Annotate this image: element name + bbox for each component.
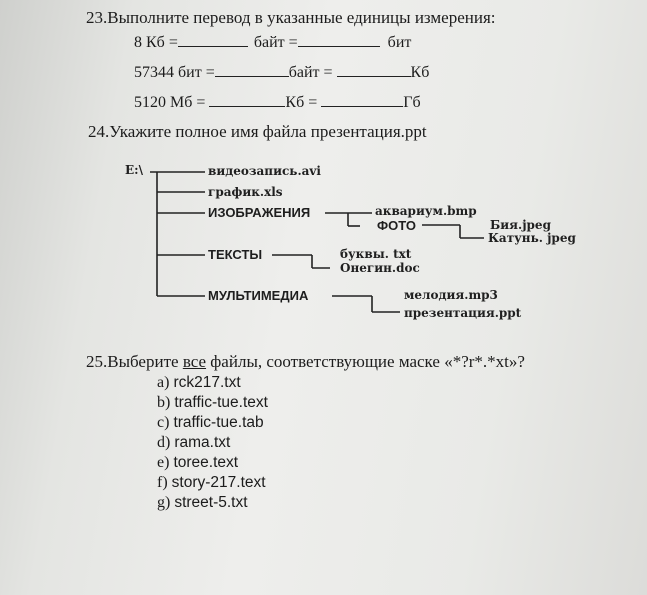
tree-file-melody: мелодия.mp3 — [404, 288, 498, 302]
tree-file-aquarium: аквариум.bmp — [375, 204, 477, 218]
option-f — [157, 474, 268, 494]
q23-row1-b: байт = — [253, 34, 298, 51]
q23-row3-a: 5120 Мб = — [134, 94, 206, 111]
option-letter: g) — [157, 494, 171, 511]
option-letter: a) — [157, 374, 170, 391]
q25-title — [86, 352, 525, 372]
option-letter: d) — [157, 434, 171, 451]
q23-row2-b: байт = — [288, 64, 333, 81]
option-text: rck217.txt — [173, 374, 241, 391]
option-letter: c) — [157, 414, 170, 431]
tree-folder-multimedia: МУЛЬТИМЕДИА — [208, 288, 309, 303]
tree-file-presentation: презентация.ppt — [404, 306, 522, 320]
option-e — [157, 454, 268, 474]
tree-folder-texts: ТЕКСТЫ — [208, 247, 263, 262]
option-letter: f) — [157, 474, 168, 491]
tree-folder-images: ИЗОБРАЖЕНИЯ — [208, 205, 311, 220]
option-letter: e) — [157, 454, 170, 471]
option-text: street-5.txt — [174, 494, 248, 511]
q23-row3-c: Гб — [403, 94, 421, 111]
q23-row3-b: Кб = — [285, 94, 318, 111]
option-c — [157, 414, 268, 434]
option-text: toree.text — [173, 454, 239, 471]
tree-file-biya: Бия.jpeg — [490, 218, 551, 232]
option-text: story-217.text — [171, 474, 266, 491]
q23-row1-c: бит — [387, 34, 412, 51]
q23-row2-c: Кб — [410, 64, 430, 81]
option-a — [157, 374, 268, 394]
tree-file-chart: график.xls — [208, 185, 283, 199]
option-text: traffic-tue.tab — [173, 414, 264, 431]
q25-options — [157, 374, 268, 514]
tree-file-katun: Катунь. jpeg — [488, 231, 576, 245]
tree-file-onegin: Онегин.doc — [340, 261, 420, 275]
tree-file-video: видеозапись.avi — [208, 164, 321, 178]
option-d — [157, 434, 268, 454]
tree-file-letters: буквы. txt — [340, 247, 412, 261]
tree-root: E:\ — [125, 163, 143, 177]
tree-folder-photo: ФОТО — [377, 218, 416, 233]
q25-title-post: файлы, соответствующие маске «*?r*.*xt»? — [206, 352, 525, 371]
option-letter: b) — [157, 394, 171, 411]
q23-row1-a: 8 Кб = — [134, 34, 178, 51]
q25-title-pre: 25.Выберите — [86, 352, 183, 371]
option-text: traffic-tue.text — [174, 394, 268, 411]
q25-title-all: все — [182, 352, 207, 371]
q24-title: 24.Укажите полное имя файла презентация.ppt — [88, 122, 427, 141]
q23-row2-a: 57344 бит = — [134, 64, 215, 81]
option-b — [157, 394, 268, 414]
option-text: rama.txt — [174, 434, 231, 451]
option-g — [157, 494, 268, 514]
q23-title: 23.Выполните перевод в указанные единицы измерения: — [86, 8, 496, 27]
